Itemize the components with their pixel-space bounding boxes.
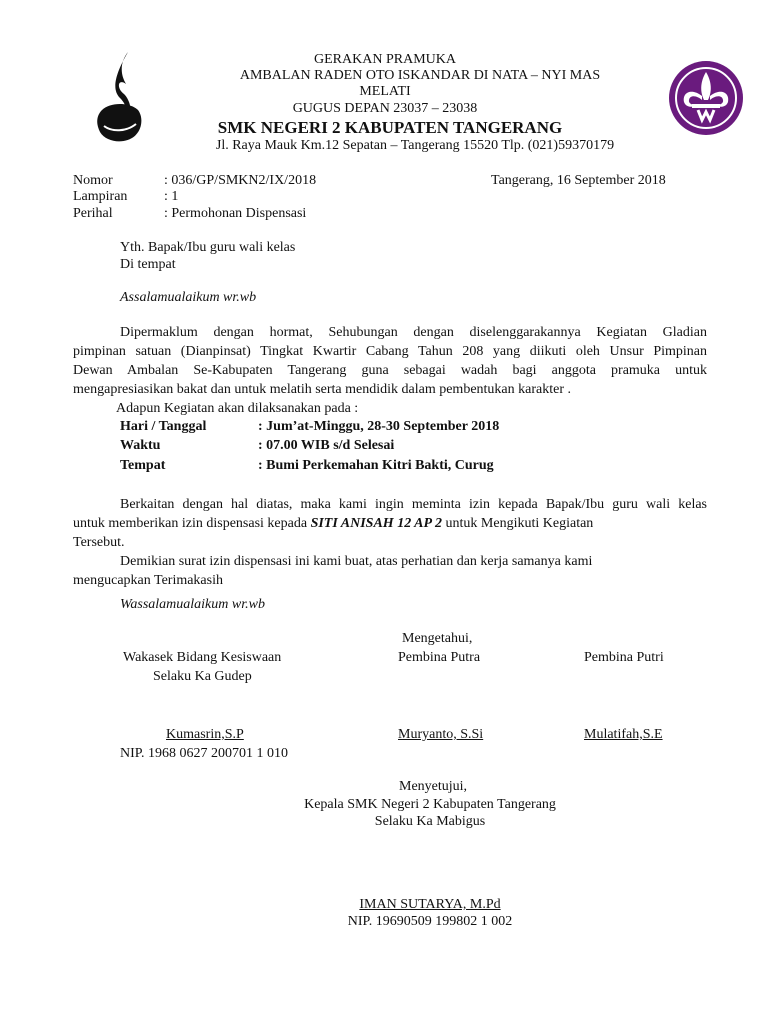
time-label: Waktu bbox=[120, 438, 161, 453]
paragraph-1 bbox=[73, 323, 707, 399]
kepala-subtitle: Selaku Ka Mabigus bbox=[374, 814, 486, 829]
wakasek-title: Wakasek Bidang Kesiswaan bbox=[123, 650, 282, 665]
kepala-name: IMAN SUTARYA, M.Pd bbox=[359, 897, 501, 912]
org-name: GERAKAN PRAMUKA bbox=[314, 52, 456, 67]
para2-line2-end: untuk Mengikuti Kegiatan bbox=[442, 516, 594, 531]
lampiran-value: : 1 bbox=[164, 189, 179, 204]
ambalan-name-cont: MELATI bbox=[359, 84, 411, 99]
para3-line1: Demikian surat izin dispensasi ini kami buat, atas perhatian dan kerja samanya kami bbox=[120, 554, 593, 569]
recipient-line2: Di tempat bbox=[120, 257, 176, 272]
menyetujui: Menyetujui, bbox=[399, 779, 468, 794]
signer-name-3: Mulatifah,S.E bbox=[584, 727, 663, 742]
para1-line4: mengapresiasikan bakat dan untuk melatih serta mendidik dalam pembentukan karakter . bbox=[73, 382, 571, 397]
greeting: Assalamualaikum wr.wb bbox=[120, 290, 257, 305]
wakasek-subtitle: Selaku Ka Gudep bbox=[153, 669, 252, 684]
mengetahui: Mengetahui, bbox=[402, 631, 473, 646]
pembina-putra-title: Pembina Putra bbox=[398, 650, 481, 665]
para1-line2: pimpinan satuan (Dianpinsat) Tingkat Kwartir Cabang Tahun 208 yang diikuti oleh Unsur Pimpinan bbox=[73, 344, 707, 359]
closing: Wassalamualaikum wr.wb bbox=[120, 597, 265, 612]
ambalan-name: AMBALAN RADEN OTO ISKANDAR DI NATA – NYI MAS bbox=[239, 68, 601, 83]
place-label: Tempat bbox=[120, 458, 166, 473]
para3-line2: mengucapkan Terimakasih bbox=[73, 573, 223, 588]
recipient-line1: Yth. Bapak/Ibu guru wali kelas bbox=[120, 240, 296, 255]
perihal-label: Perihal bbox=[73, 206, 113, 221]
student-name: SITI ANISAH 12 AP 2 bbox=[310, 516, 443, 531]
scout-emblem bbox=[668, 60, 744, 141]
fleur-de-lis-icon bbox=[668, 60, 744, 136]
pembina-putri-title: Pembina Putri bbox=[584, 650, 664, 665]
time-value: : 07.00 WIB s/d Selesai bbox=[258, 438, 395, 453]
kepala-title: Kepala SMK Negeri 2 Kabupaten Tangerang bbox=[304, 797, 556, 812]
kepala-nip: NIP. 19690509 199802 1 002 bbox=[347, 914, 513, 929]
para1-line3: Dewan Ambalan Se-Kabupaten Tangerang guna sebagai wadah bagi anggota pramuka untuk bbox=[73, 363, 707, 378]
school-name: SMK NEGERI 2 KABUPATEN TANGERANG bbox=[217, 118, 563, 137]
signer-name-2: Muryanto, S.Si bbox=[398, 727, 484, 742]
para2-line1: Berkaitan dengan hal diatas, maka kami ingin meminta izin kepada Bapak/Ibu guru wali kelas bbox=[120, 497, 707, 512]
school-address: Jl. Raya Mauk Km.12 Sepatan – Tangerang 15520 Tlp. (021)59370179 bbox=[215, 138, 615, 153]
tunas-kelapa-logo bbox=[90, 48, 150, 153]
tunas-kelapa-icon bbox=[90, 48, 150, 148]
signer-name-1: Kumasrin,S.P bbox=[166, 727, 244, 742]
day-label: Hari / Tanggal bbox=[120, 419, 207, 434]
place-value: : Bumi Perkemahan Kitri Bakti, Curug bbox=[258, 458, 494, 473]
nomor-label: Nomor bbox=[73, 173, 113, 188]
para2-line3: Tersebut. bbox=[73, 535, 125, 550]
paragraph-2 bbox=[73, 495, 707, 590]
para1-line1: Dipermaklum dengan hormat, Sehubungan dengan diselenggarakannya Kegiatan Gladian bbox=[120, 325, 707, 340]
nomor-value: : 036/GP/SMKN2/IX/2018 bbox=[164, 173, 317, 188]
activity-intro: Adapun Kegiatan akan dilaksanakan pada : bbox=[116, 401, 359, 416]
signer-nip-1: NIP. 1968 0627 200701 1 010 bbox=[120, 746, 289, 761]
letter-date: Tangerang, 16 September 2018 bbox=[491, 173, 666, 188]
para2-line2 bbox=[73, 514, 707, 533]
day-value: : Jum’at-Minggu, 28-30 September 2018 bbox=[258, 419, 500, 434]
para2-line2-start: untuk memberikan izin dispensasi kepada bbox=[73, 516, 311, 531]
gugus-depan: GUGUS DEPAN 23037 – 23038 bbox=[292, 101, 478, 116]
perihal-value: : Permohonan Dispensasi bbox=[164, 206, 307, 221]
lampiran-label: Lampiran bbox=[73, 189, 128, 204]
